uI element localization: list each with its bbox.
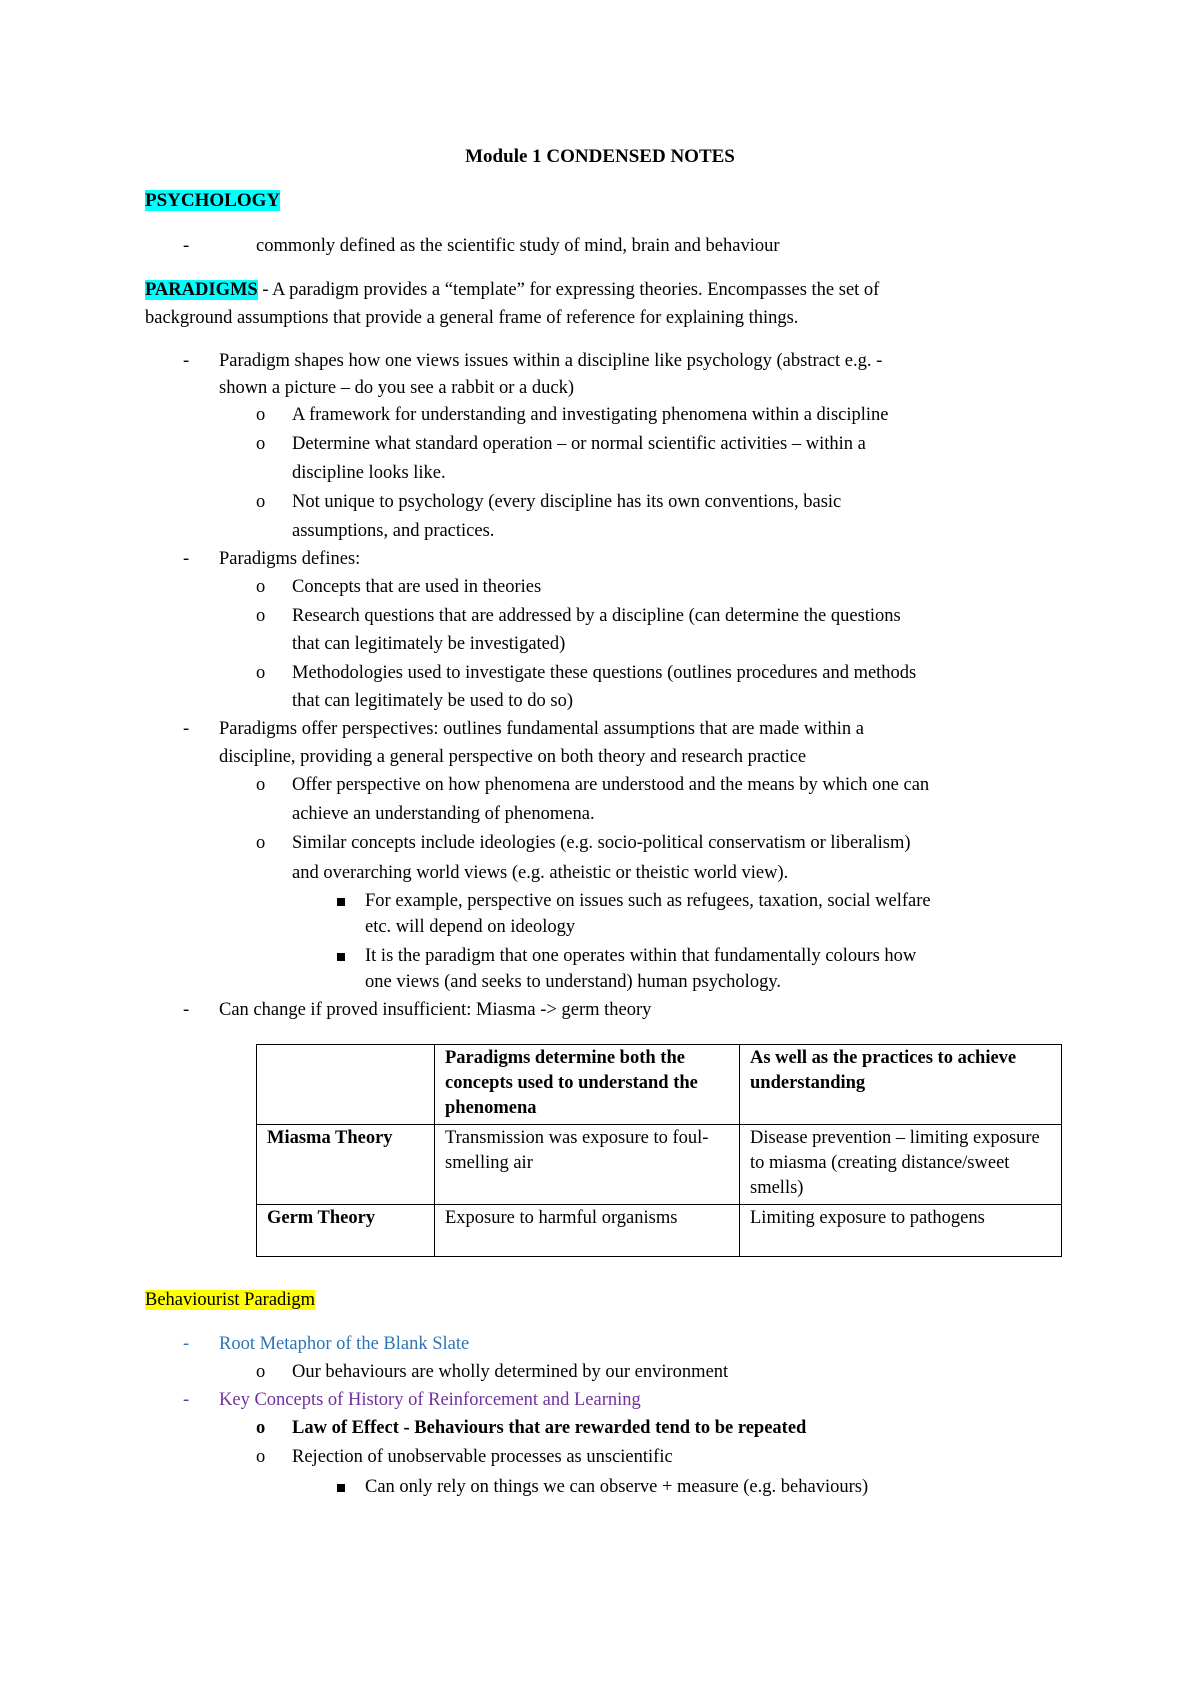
colours-how-line2: one views (and seeks to understand) human psychology. — [365, 972, 781, 992]
table-row-label: Germ Theory — [257, 1205, 435, 1257]
bullet-circle: o — [256, 663, 266, 683]
similar-concepts-line1: Similar concepts include ideologies (e.g. socio-political conservatism or liberalism) — [292, 833, 911, 853]
bullet-dash: - — [183, 236, 190, 256]
bullet-circle: o — [256, 833, 266, 853]
paradigm-shapes-line2: shown a picture – do you see a rabbit or a duck) — [219, 378, 574, 398]
perspectives-line2: discipline, providing a general perspective on both theory and research practice — [219, 747, 807, 767]
bullet-circle: o — [256, 1418, 266, 1438]
bullet-dash: - — [183, 1390, 190, 1410]
offer-perspective-line2: achieve an understanding of phenomena. — [292, 804, 595, 824]
bullet-square — [337, 898, 345, 906]
bullet-dash: - — [183, 1334, 190, 1354]
example-ideology-line1: For example, perspective on issues such as refugees, taxation, social welfare — [365, 891, 931, 911]
table-cell: Limiting exposure to pathogens — [740, 1205, 1062, 1257]
example-ideology-line2: etc. will depend on ideology — [365, 917, 576, 937]
table-header-cell: As well as the practices to achieve understanding — [740, 1045, 1062, 1125]
table-cell: Exposure to harmful organisms — [435, 1205, 740, 1257]
determine-item-line2: discipline looks like. — [292, 463, 446, 483]
framework-item: A framework for understanding and investigating phenomena within a discipline — [292, 405, 889, 425]
table-row-label: Miasma Theory — [257, 1125, 435, 1205]
bullet-circle: o — [256, 1447, 266, 1467]
paradigm-shapes-line1: Paradigm shapes how one views issues within a discipline like psychology (abstract e.g. - — [219, 351, 883, 371]
research-questions-line1: Research questions that are addressed by a discipline (can determine the questions — [292, 606, 901, 626]
paradigms-heading: PARADIGMS — [145, 280, 258, 300]
bullet-circle: o — [256, 405, 266, 425]
bullet-dash: - — [183, 549, 190, 569]
root-metaphor: Root Metaphor of the Blank Slate — [219, 1334, 470, 1354]
concepts-item: Concepts that are used in theories — [292, 577, 542, 597]
methodologies-line2: that can legitimately be used to do so) — [292, 691, 574, 711]
paradigms-defines: Paradigms defines: — [219, 549, 361, 569]
bullet-square — [337, 1484, 345, 1492]
table-row — [257, 1125, 1062, 1205]
page-title: Module 1 CONDENSED NOTES — [465, 146, 735, 167]
bullet-dash: - — [183, 1000, 190, 1020]
bullet-circle: o — [256, 434, 266, 454]
bullet-circle: o — [256, 577, 266, 597]
behaviourist-heading — [145, 1287, 315, 1314]
psychology-heading-text: PSYCHOLOGY — [145, 190, 281, 211]
bullet-circle: o — [256, 606, 266, 626]
psychology-heading — [145, 190, 280, 212]
perspectives-line1: Paradigms offer perspectives: outlines fundamental assumptions that are made within a — [219, 719, 864, 739]
rejection-unobservable: Rejection of unobservable processes as unscientific — [292, 1447, 673, 1467]
not-unique-line2: assumptions, and practices. — [292, 521, 495, 541]
offer-perspective-line1: Offer perspective on how phenomena are understood and the means by which one can — [292, 775, 930, 795]
paradigm-comparison-table — [256, 1044, 1062, 1257]
bullet-circle: o — [256, 1362, 266, 1382]
key-concepts: Key Concepts of History of Reinforcement and Learning — [219, 1390, 641, 1410]
bullet-dash: - — [183, 719, 190, 739]
methodologies-line1: Methodologies used to investigate these questions (outlines procedures and methods — [292, 663, 917, 683]
can-change-item: Can change if proved insufficient: Miasma -> germ theory — [219, 1000, 652, 1020]
paradigms-intro — [145, 277, 879, 304]
psychology-definition: commonly defined as the scientific study of mind, brain and behaviour — [256, 236, 780, 256]
table-cell: Transmission was exposure to foul-smelling air — [435, 1125, 740, 1205]
bullet-circle: o — [256, 775, 266, 795]
determine-item-line1: Determine what standard operation – or normal scientific activities – within a — [292, 434, 866, 454]
similar-concepts-line2: and overarching world views (e.g. atheistic or theistic world view). — [292, 863, 789, 883]
law-of-effect: Law of Effect - Behaviours that are rewarded tend to be repeated — [292, 1418, 807, 1438]
observe-measure: Can only rely on things we can observe + measure (e.g. behaviours) — [365, 1477, 869, 1497]
table-header-cell — [257, 1045, 435, 1125]
table-header-row — [257, 1045, 1062, 1125]
bullet-square — [337, 953, 345, 961]
table-cell: Disease prevention – limiting exposure to miasma (creating distance/sweet smells) — [740, 1125, 1062, 1205]
paradigms-intro-line2: background assumptions that provide a general frame of reference for explaining things. — [145, 308, 799, 328]
behaviourist-heading-text: Behaviourist Paradigm — [145, 1290, 316, 1310]
colours-how-line1: It is the paradigm that one operates within that fundamentally colours how — [365, 946, 917, 966]
paradigms-intro-line1: - A paradigm provides a “template” for expressing theories. Encompasses the set of — [257, 280, 880, 300]
bullet-circle: o — [256, 492, 266, 512]
table-row — [257, 1205, 1062, 1257]
research-questions-line2: that can legitimately be investigated) — [292, 634, 566, 654]
not-unique-line1: Not unique to psychology (every discipline has its own conventions, basic — [292, 492, 842, 512]
table-header-cell: Paradigms determine both the concepts used to understand the phenomena — [435, 1045, 740, 1125]
behaviours-determined: Our behaviours are wholly determined by our environment — [292, 1362, 729, 1382]
bullet-dash: - — [183, 351, 190, 371]
